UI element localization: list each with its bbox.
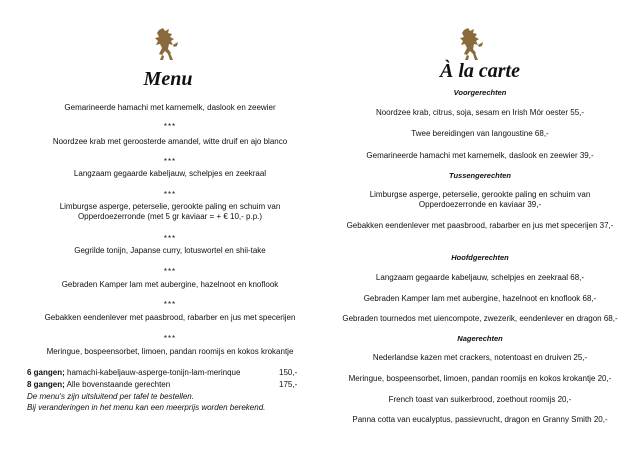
heraldic-lion-icon (151, 26, 181, 62)
section-heading-nagerechten: Nagerechten (457, 334, 503, 343)
menu-offer-6 (27, 368, 299, 378)
menu-course: Noordzee krab met geroosterde amandel, witte druif en ajo blanco (52, 137, 288, 146)
a-la-carte-title: À la carte (440, 60, 520, 82)
carte-item: Nederlandse kazen met crackers, notentoast en druiven 25,- (372, 353, 588, 362)
carte-item: French toast van suikerbrood, zoethout roomijs 20,- (388, 395, 572, 404)
menu-note: De menu's zijn uitsluitend per tafel te bestellen. (27, 392, 194, 401)
separator: *** (163, 190, 177, 199)
section-heading-hoofdgerechten: Hoofdgerechten (451, 253, 509, 262)
offer-price: 150,- (279, 368, 298, 377)
carte-item: Panna cotta van eucalyptus, passievrucht, dragon en Granny Smith 20,- (352, 415, 608, 424)
a-la-carte-column (320, 0, 640, 452)
menu-course: Gemarineerde hamachi met karnemelk, daslook en zeewier (64, 103, 276, 112)
offer-label: 8 gangen; (27, 380, 65, 389)
carte-item: Noordzee krab, citrus, soja, sesam en Irish Mór oester 55,- (375, 108, 585, 117)
carte-item: Limburgse asperge, peterselie, gerookte paling en schuim van (369, 190, 591, 199)
menu-course-continued: Opperdoezerronde (met 5 gr kaviaar = + € 10,- p.p.) (77, 212, 263, 221)
offer-label: 6 gangen; (27, 368, 65, 377)
section-heading-voorgerechten: Voorgerechten (453, 88, 507, 97)
menu-course: Langzaam gegaarde kabeljauw, schelpjes en zeekraal (73, 169, 267, 178)
menu-course: Gebraden Kamper lam met aubergine, hazelnoot en knoflook (61, 280, 279, 289)
carte-item-continued: Opperdoezerronde en kaviaar 39,- (418, 200, 542, 209)
offer-text: Alle bovenstaande gerechten (64, 380, 171, 389)
separator: *** (163, 157, 177, 166)
menu-course: Limburgse asperge, peterselie, gerookte paling en schuim van (59, 202, 281, 211)
separator: *** (163, 122, 177, 131)
carte-item: Meringue, bospeensorbet, limoen, pandan roomijs en kokos krokantje 20,- (348, 374, 612, 383)
section-heading-tussengerechten: Tussengerechten (449, 171, 511, 180)
carte-item: Twee bereidingen van langoustine 68,- (411, 129, 549, 138)
menu-course: Meringue, bospeensorbet, limoen, pandan roomijs en kokos krokantje (46, 347, 294, 356)
menu-offer-8 (27, 380, 299, 390)
menu-course: Gebakken eendenlever met paasbrood, rabarber en jus met specerijen (44, 313, 296, 322)
carte-item: Gebraden tournedos met uiencompote, zwezerik, eendenlever en dragon 68,- (342, 314, 618, 323)
offer-text: hamachi-kabeljauw-asperge-tonijn-lam-merinque (64, 368, 241, 377)
menu-title: Menu (143, 68, 193, 90)
separator: *** (163, 234, 177, 243)
separator: *** (163, 300, 177, 309)
carte-item: Gemarineerde hamachi met karnemelk, daslook en zeewier 39,- (366, 151, 594, 160)
carte-item: Langzaam gegaarde kabeljauw, schelpjes en zeekraal 68,- (375, 273, 585, 282)
menu-note: Bij veranderingen in het menu kan een meerprijs worden berekend. (27, 403, 266, 412)
separator: *** (163, 267, 177, 276)
separator: *** (163, 334, 177, 343)
offer-price: 175,- (279, 380, 298, 389)
carte-item: Gebraden Kamper lam met aubergine, hazelnoot en knoflook 68,- (363, 294, 597, 303)
heraldic-lion-icon (456, 26, 486, 62)
carte-item: Gebakken eendenlever met paasbrood, rabarber en jus met specerijen 37,- (346, 221, 614, 230)
menu-course: Gegrilde tonijn, Japanse curry, lotuswortel en shii-take (74, 246, 266, 255)
